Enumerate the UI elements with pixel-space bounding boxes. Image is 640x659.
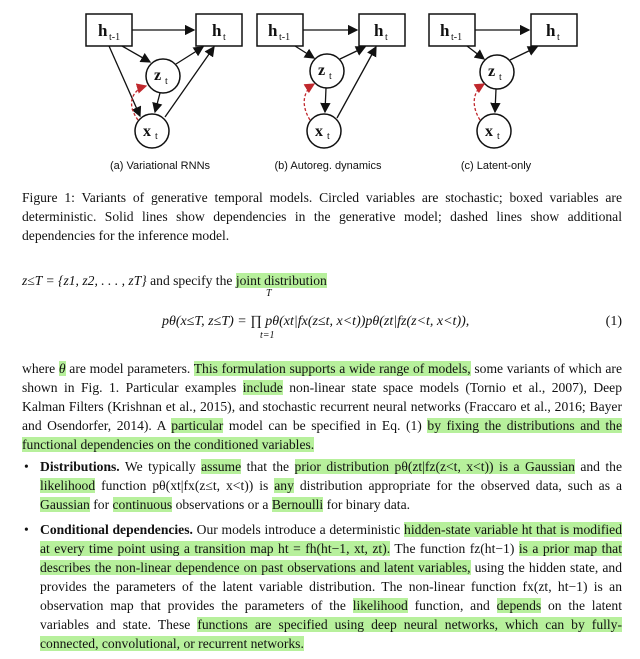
- equation-number: (1): [605, 314, 622, 329]
- svg-text:z: z: [488, 63, 496, 80]
- x-sub: t: [155, 131, 158, 142]
- svg-text:t-1: t-1: [279, 32, 291, 43]
- equation-body: pθ(x≤T, z≤T) = ∏ pθ(xt|fx(z≤t, x<t))pθ(zt|fz(z<t, x<t)),: [162, 314, 470, 329]
- svg-text:t-1: t-1: [451, 32, 463, 43]
- z-sub: t: [165, 76, 168, 87]
- svg-text:h: h: [440, 21, 450, 40]
- svg-text:x: x: [485, 123, 493, 140]
- figure-caption: Figure 1: Variants of generative temporal models. Circled variables are stochastic; boxed variables are deterministic. Solid lines show dependencies in the generative model; dashed lines show additional dependencies for the inference model.: [22, 190, 622, 243]
- svg-text:x: x: [315, 123, 323, 140]
- h-cur-sub: t: [223, 32, 226, 43]
- h-cur-label: h: [212, 21, 222, 40]
- panel-b-caption: (b) Autoreg. dynamics: [274, 160, 382, 172]
- z-node: [146, 59, 180, 93]
- svg-text:t: t: [327, 131, 330, 142]
- x-label: x: [143, 123, 151, 140]
- panel-c: [429, 14, 577, 148]
- bullet-distributions: • Distributions. We typically assume that the prior distribution pθ(zt|fz(z<t, x<t)) is a Gaussian and the likelihood function pθ(xt|fx(z≤t, x<t)) is any distribution appropriate for the observed data, such as a Gaussian for continuous observations or a Bernoulli for binary data.: [24, 459, 623, 512]
- z-label: z: [154, 67, 162, 84]
- h-prev-sub: t-1: [109, 32, 121, 43]
- h-prev-label: h: [98, 21, 108, 40]
- bullet-conditional-dependencies: • Conditional dependencies. Our models introduce a deterministic hidden-state variable ht that is modified at every time point using a transition map ht = fh(ht−1, xt, zt). The function fz(ht−1) is a prior map that describes the non-linear dependence on past observations and latent variables, using the hidden state, and provides the parameters of the latent variable distribution. The non-linear function fx(zt, ht−1) is an observation map that provides the parameters of the likelihood function, and depends on the latent variables and state. These functions are specified using deep neural networks, which can by fully-connected, convolutional, or recurrent networks.: [24, 522, 623, 651]
- panel-c-caption: (c) Latent-only: [460, 160, 532, 172]
- equation-1: [22, 288, 622, 346]
- panel-a-caption: (a) Variational RNNs: [109, 160, 211, 172]
- z-definition: z≤T = {z1, z2, . . . , zT} and specify the joint distribution: [22, 273, 327, 288]
- x-node: [135, 114, 169, 148]
- highlight: This formulation supports a wide range of models,: [193, 361, 471, 376]
- svg-text:t: t: [499, 72, 502, 83]
- where-paragraph: where θ are model parameters. This formulation supports a wide range of models, some variants of which are shown in Fig. 1. Particular examples include non-linear state space models (Tornio et al., 2007), Deep Kalman Filters (Krishnan et al., 2015), and stochastic recurrent neural networks (Fraccaro et al., 2016; Bayer and Osendorfer, 2014). A particular model can be specified in Eq. (1) by fixing the distributions and the functional dependencies on the conditioned variables.: [22, 361, 623, 452]
- highlight: include: [242, 380, 283, 395]
- figure-diagram: [0, 0, 640, 180]
- svg-text:t: t: [557, 32, 560, 43]
- panel-b: [257, 14, 405, 148]
- highlight: joint distribution: [235, 273, 327, 288]
- svg-text:h: h: [268, 21, 278, 40]
- svg-text:t: t: [497, 131, 500, 142]
- svg-text:h: h: [546, 21, 556, 40]
- panel-a: [86, 14, 242, 148]
- bullet-list: [22, 457, 622, 659]
- svg-text:z: z: [318, 62, 326, 79]
- product-upper: T: [266, 288, 272, 299]
- svg-text:h: h: [374, 21, 384, 40]
- highlight: by fixing the distributions and the functional dependencies on the conditioned variables.: [22, 418, 623, 452]
- svg-text:t: t: [385, 32, 388, 43]
- highlight: particular: [171, 418, 224, 433]
- product-lower: t=1: [260, 330, 275, 341]
- svg-text:t: t: [329, 71, 332, 82]
